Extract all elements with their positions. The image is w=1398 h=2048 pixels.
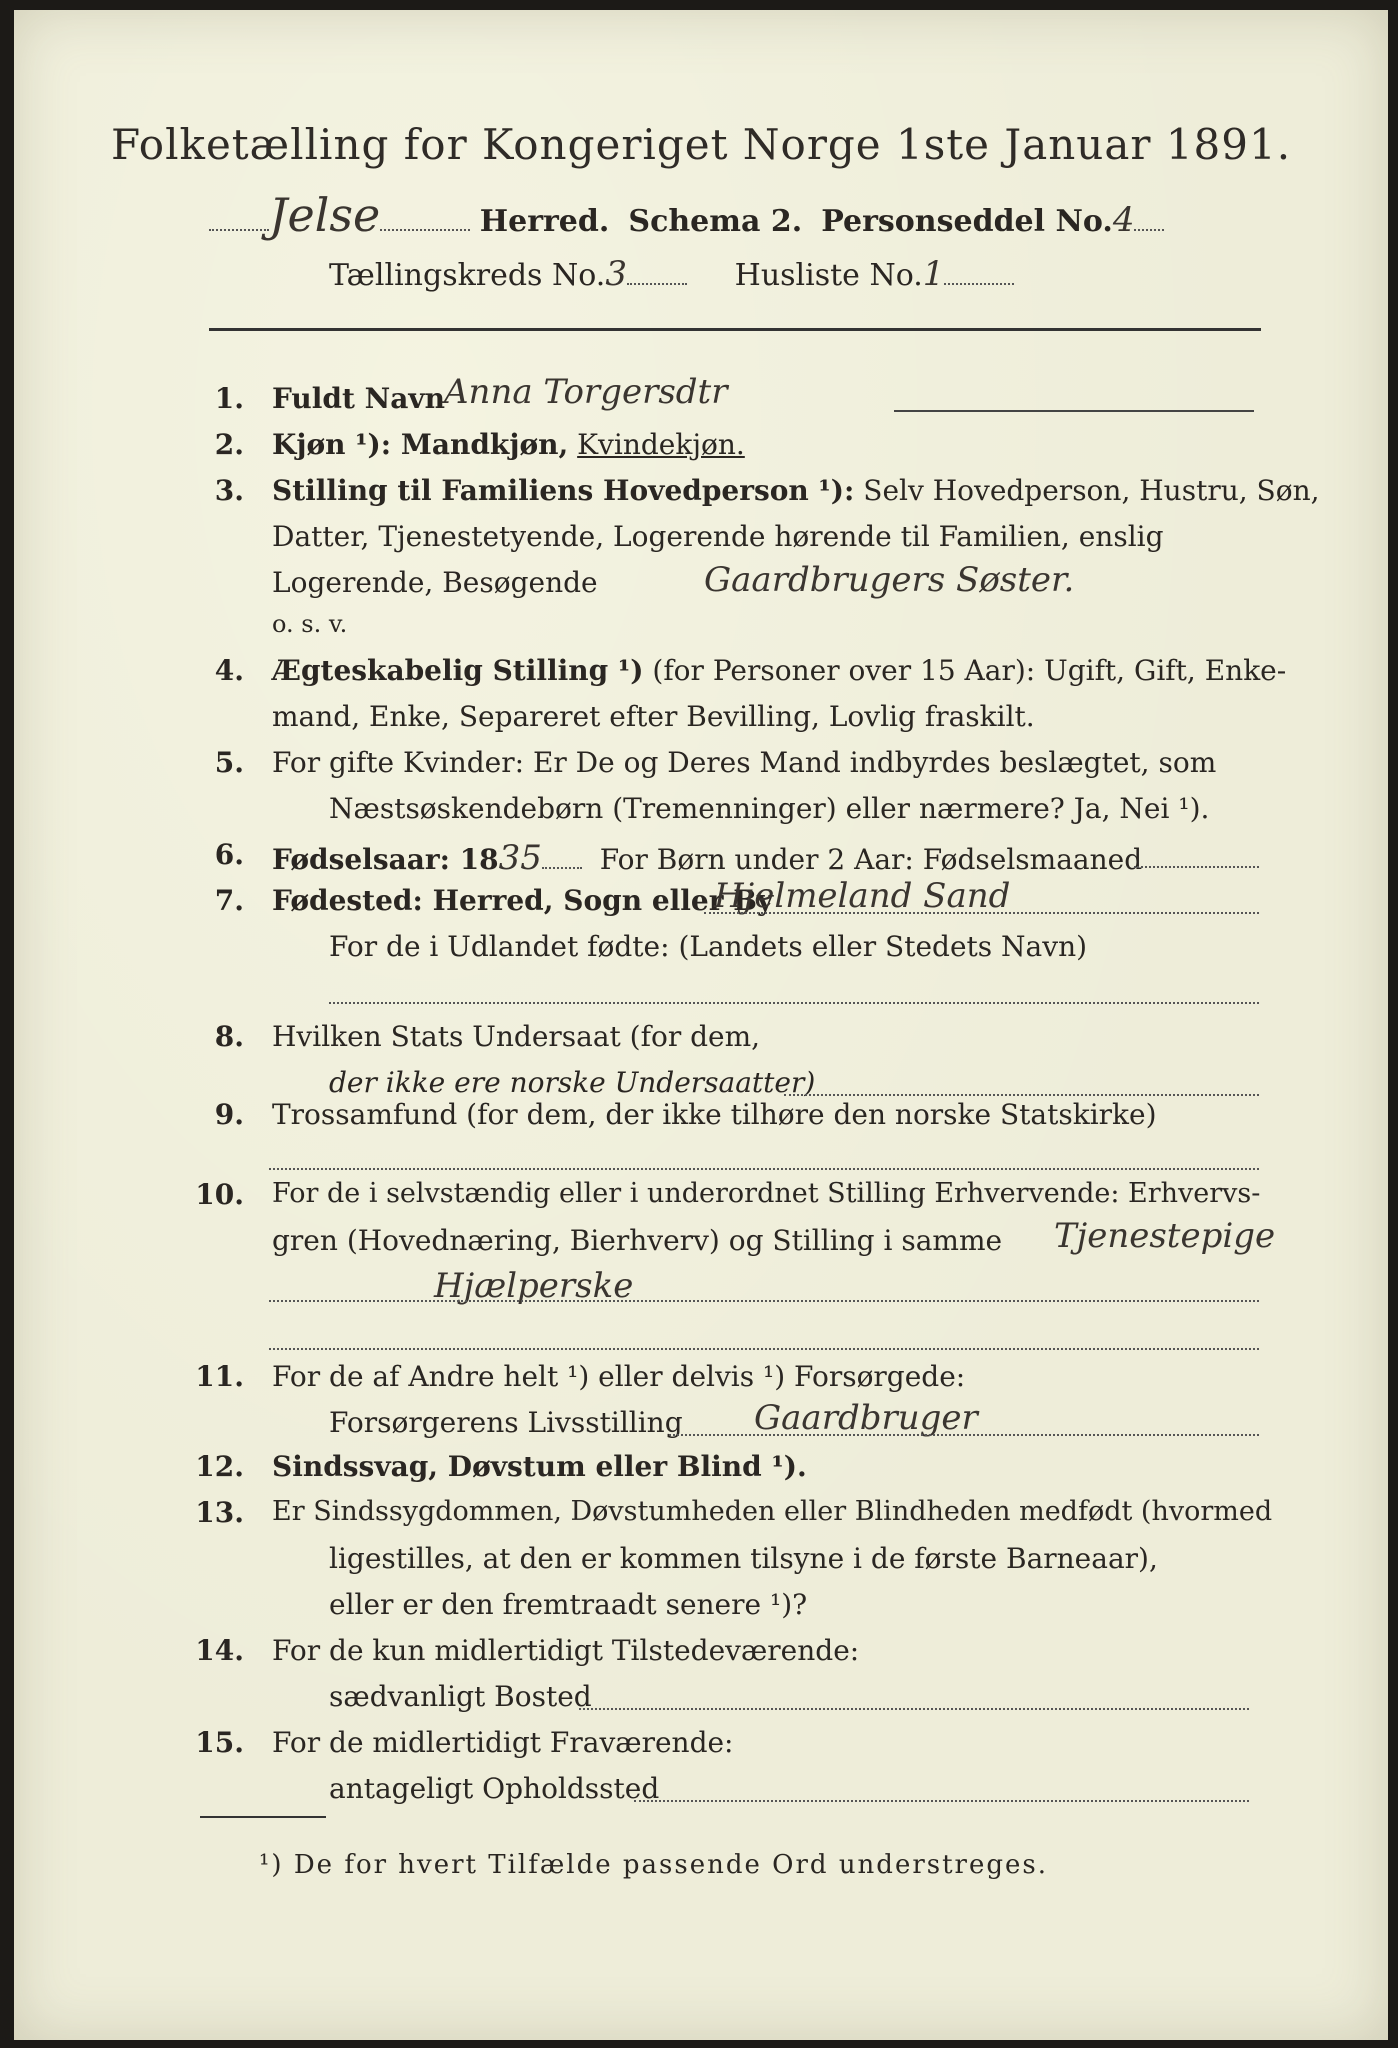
schema-label: Schema 2. (628, 204, 803, 239)
header-rule (209, 328, 1261, 331)
personseddel-label: Personseddel No. (821, 204, 1113, 239)
personseddel-number: 4 (1112, 200, 1135, 240)
birthplace-value: Hjelmeland Sand (714, 876, 1011, 916)
provider-occupation-value: Gaardbruger (754, 1398, 978, 1438)
form-title: Folketælling for Kongeriget Norge 1ste Januar 1891. (110, 120, 1292, 169)
footnote: ¹) De for hvert Tilfælde passende Ord understreges. (259, 1850, 1049, 1880)
header-line-1 (209, 188, 1164, 242)
item-1-label: Fuldt Navn (272, 382, 446, 415)
full-name-value: Anna Torgersdtr (444, 372, 728, 412)
occupation-value: Tjenestepige (1054, 1216, 1276, 1256)
footnote-rule (200, 1816, 326, 1818)
census-form-page: Folketælling for Kongeriget Norge 1ste Januar 1891. Jelse Herred. Schema 2. Personseddel No.4 Tællingskreds No.3 Husliste No.1 1. Fuldt Navn Anna Torgersdtr 2. Kjøn ¹): Mandkjøn, Kvindekjøn. 3. Stilling til Familiens Hovedperson ¹): Selv Hovedperson, Hustru, Søn, Datter, Tjenestetyende, Logerende hørende til Familien, enslig Logerende, Besøgende Gaardbrugers Søster. o. s. v. 4. Ægteskabelig Stilling ¹) (for Personer over 15 Aar): Ugift, Gift, Enke- mand, Enke, Separeret efter Bevilling, Lovlig fraskilt. 5. For gifte Kvinder: Er De og Deres Mand indbyrdes beslægtet, som Næstsøskendebørn (Tremenninger) eller nærmere? Ja, Nei ¹). 6. Fødselsaar: 1835 For Børn under 2 Aar: Fødselsmaaned 7. Fødested: Herred, Sogn eller By Hjelmeland Sand For de i Udlandet fødte: (Landets eller Stedets Navn) 8. Hvilken Stats Undersaat (for dem, der ikke ere norske Undersaatter) 9. Trossamfund (for dem, der ikke tilhøre den norske Statskirke) 10. For de i selvstændig eller i underordnet Stilling Erhvervende: Erhvervs- gren (Hovednæring, Bierhverv) og Stilling i samme Tjenestepige Hjælperske 11. For de af Andre helt ¹) eller delvis ¹) Forsørgede: Forsørgerens Livsstilling Gaardbruger 12. Sindssvag, Døvstum eller Blind ¹). 13. Er Sindssygdommen, Døvstumheden eller Blindheden medfødt (hvormed ligestilles, at den er kommen tilsyne i de første Barneaar), eller er den fremtraadt senere ¹)? 14. For de kun midlertidigt Tilstedeværende: sædvanligt Bosted 15. For de midlertidigt Fraværende: antageligt Opholdssted ¹) De for hvert Tilfælde passende Ord understreges. (14, 10, 1388, 2040)
occupation-value-2: Hjælperske (434, 1266, 634, 1306)
family-position-value: Gaardbrugers Søster. (704, 560, 1075, 600)
husliste-number: 1 (922, 254, 945, 294)
kreds-label: Tællingskreds No. (329, 258, 606, 293)
birth-year-value: 35 (498, 838, 542, 878)
herred-label: Herred. (479, 204, 610, 239)
herred-value: Jelse (269, 188, 381, 242)
kreds-number: 3 (605, 254, 627, 294)
header-line-2 (329, 254, 1014, 294)
husliste-label: Husliste No. (734, 258, 923, 293)
